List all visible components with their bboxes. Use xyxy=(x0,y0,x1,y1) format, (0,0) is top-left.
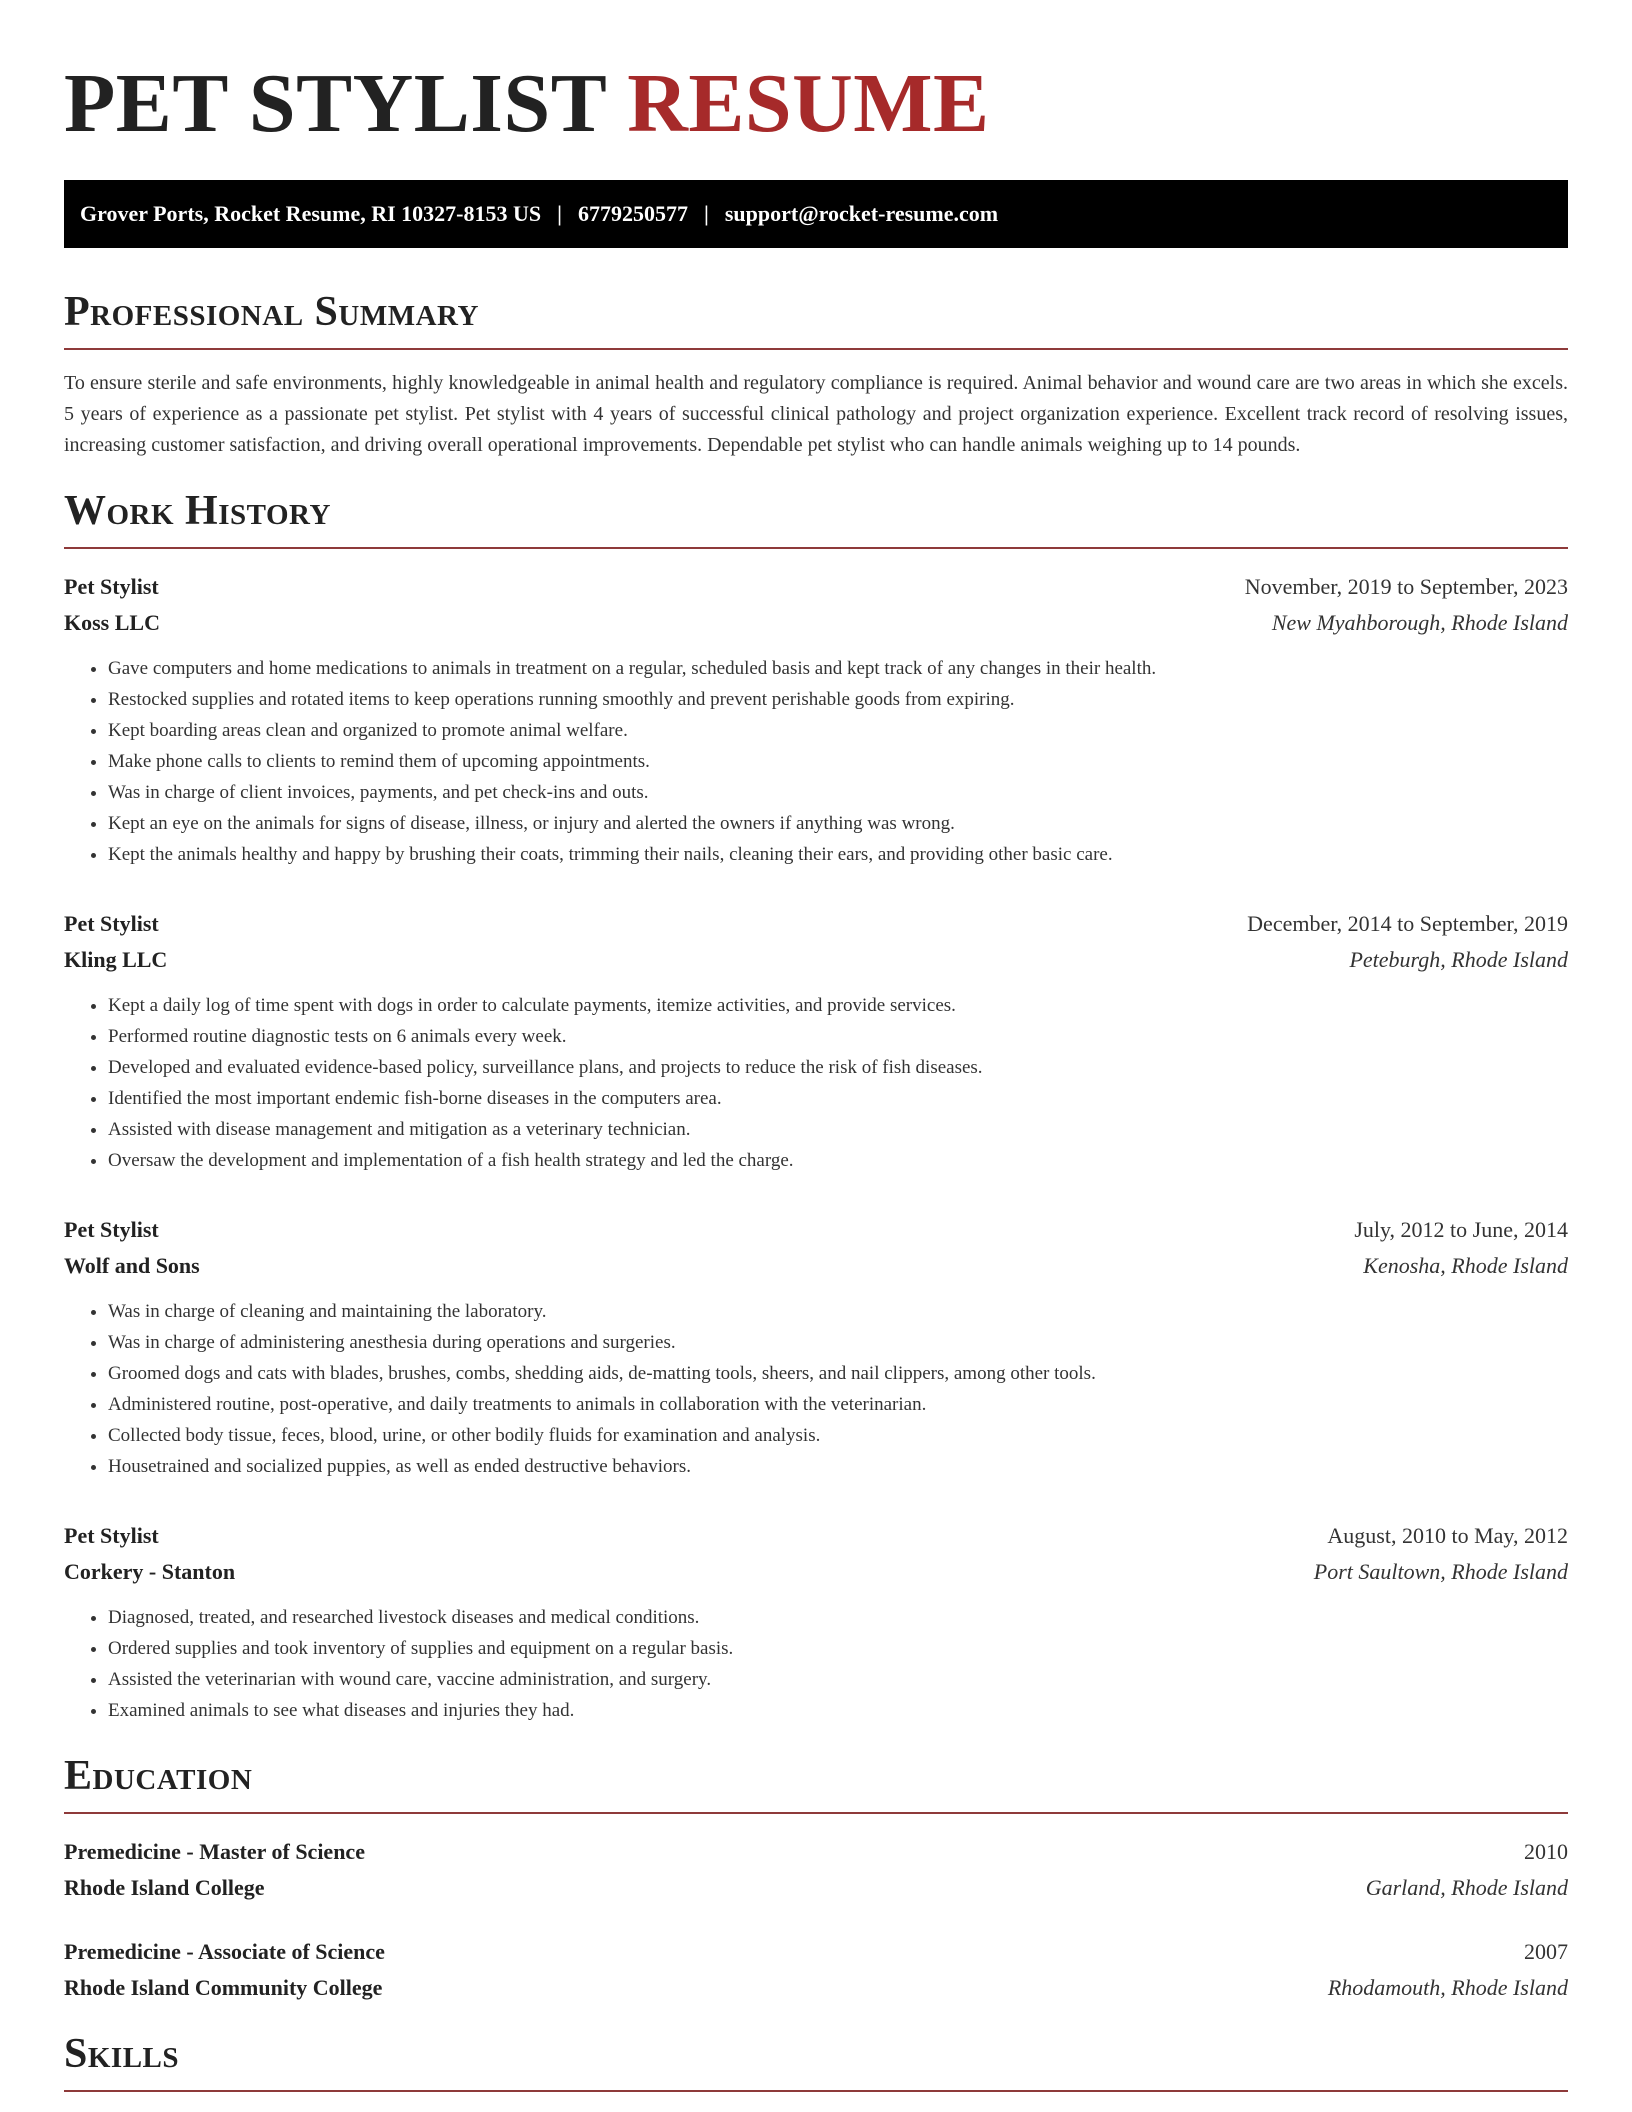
duty-item: • Ordered supplies and took inventory of supplies and equipment on a regular basis. xyxy=(108,1633,1568,1664)
duty-item: • Examined animals to see what diseases and injuries they had. xyxy=(108,1695,1568,1726)
education-entry xyxy=(64,1834,1568,1906)
education-degree: Premedicine - Master of Science xyxy=(64,1839,365,1864)
job-dates: July, 2012 to June, 2014 xyxy=(1354,1217,1568,1242)
duty-item: • Was in charge of cleaning and maintaining the laboratory. xyxy=(108,1296,1568,1327)
section-heading-skills: Skills xyxy=(64,2028,1568,2092)
work-history-section xyxy=(64,485,1568,1726)
summary-text: To ensure sterile and safe environments, highly knowledgeable in animal health and regulatory compliance is required. Animal behavior and wound care are two areas in which she excels. 5 years of experience as a passionate pet stylist. Pet stylist with 4 years of successful clinical pathology and project organization experience. Excellent track record of resolving issues, increasing customer satisfaction, and driving overall operational improvements. Dependable pet stylist who can handle animals weighing up to 14 pounds. xyxy=(64,372,1568,456)
duty-item: • Groomed dogs and cats with blades, brushes, combs, shedding aids, de-matting tools, sheers, and nail clippers, among other tools. xyxy=(108,1358,1568,1389)
duty-item: • Restocked supplies and rotated items to keep operations running smoothly and prevent perishable goods from expiring. xyxy=(108,684,1568,715)
job-company: Kling LLC xyxy=(64,947,168,972)
job-entry xyxy=(64,569,1568,870)
duty-item: • Identified the most important endemic fish-borne diseases in the computers area. xyxy=(108,1083,1568,1114)
job-entry xyxy=(64,906,1568,1176)
job-title: Pet Stylist xyxy=(64,1523,159,1548)
job-duties xyxy=(64,1296,1568,1482)
contact-bar xyxy=(64,180,1568,248)
job-company-row xyxy=(64,942,1568,978)
duty-item: • Gave computers and home medications to animals in treatment on a regular, scheduled basis and kept track of any changes in their health. xyxy=(108,653,1568,684)
job-entry xyxy=(64,1212,1568,1482)
job-location: Kenosha, Rhode Island xyxy=(1363,1253,1568,1278)
duty-item: • Collected body tissue, feces, blood, urine, or other bodily fluids for examination and analysis. xyxy=(108,1420,1568,1451)
education-school-row xyxy=(64,1870,1568,1906)
section-heading-education: Education xyxy=(64,1750,1568,1814)
job-title: Pet Stylist xyxy=(64,911,159,936)
contact-address: Grover Ports, Rocket Resume, RI 10327-8153 US xyxy=(80,201,542,226)
job-location: Peteburgh, Rhode Island xyxy=(1349,947,1568,972)
duty-item: • Kept a daily log of time spent with dogs in order to calculate payments, itemize activities, and provide services. xyxy=(108,990,1568,1021)
education-school: Rhode Island College xyxy=(64,1875,265,1900)
education-year: 2010 xyxy=(1524,1839,1568,1864)
job-title: Pet Stylist xyxy=(64,574,159,599)
duty-item: • Administered routine, post-operative, and daily treatments to animals in collaboration with the veterinarian. xyxy=(108,1389,1568,1420)
duty-item: • Assisted with disease management and mitigation as a veterinary technician. xyxy=(108,1114,1568,1145)
job-dates: August, 2010 to May, 2012 xyxy=(1327,1523,1568,1548)
education-year: 2007 xyxy=(1524,1939,1568,1964)
duty-item: • Oversaw the development and implementation of a fish health strategy and led the charge. xyxy=(108,1145,1568,1176)
contact-separator: | xyxy=(557,201,562,226)
title-main: PET STYLIST xyxy=(64,57,606,150)
job-entry xyxy=(64,1518,1568,1726)
job-header-row xyxy=(64,906,1568,942)
duty-item: • Developed and evaluated evidence-based policy, surveillance plans, and projects to reduce the risk of fish diseases. xyxy=(108,1052,1568,1083)
job-company: Corkery - Stanton xyxy=(64,1559,236,1584)
section-heading-summary: Professional Summary xyxy=(64,286,1568,350)
education-degree-row xyxy=(64,1834,1568,1870)
job-header-row xyxy=(64,569,1568,605)
education-section xyxy=(64,1750,1568,2006)
duty-item: • Make phone calls to clients to remind them of upcoming appointments. xyxy=(108,746,1568,777)
contact-email: support@rocket-resume.com xyxy=(724,201,999,226)
job-title: Pet Stylist xyxy=(64,1217,159,1242)
duty-item: • Kept the animals healthy and happy by brushing their coats, trimming their nails, cleaning their ears, and providing other basic care. xyxy=(108,839,1568,870)
skills-section xyxy=(64,2028,1568,2092)
duty-item: • Was in charge of client invoices, payments, and pet check-ins and outs. xyxy=(108,777,1568,808)
job-duties xyxy=(64,653,1568,870)
education-entry xyxy=(64,1934,1568,2006)
job-company-row xyxy=(64,1554,1568,1590)
professional-summary-section xyxy=(64,286,1568,461)
education-degree-row xyxy=(64,1934,1568,1970)
job-header-row xyxy=(64,1212,1568,1248)
job-location: Port Saultown, Rhode Island xyxy=(1313,1559,1568,1584)
job-duties xyxy=(64,990,1568,1176)
title-accent: RESUME xyxy=(627,57,990,150)
job-dates: December, 2014 to September, 2019 xyxy=(1247,911,1568,936)
contact-separator: | xyxy=(703,201,709,226)
education-school: Rhode Island Community College xyxy=(64,1975,383,2000)
job-company-row xyxy=(64,605,1568,641)
job-dates: November, 2019 to September, 2023 xyxy=(1244,574,1568,599)
duty-item: • Kept an eye on the animals for signs of disease, illness, or injury and alerted the owners if anything was wrong. xyxy=(108,808,1568,839)
resume-title xyxy=(64,0,1568,152)
job-header-row xyxy=(64,1518,1568,1554)
duty-item: • Assisted the veterinarian with wound care, vaccine administration, and surgery. xyxy=(108,1664,1568,1695)
education-degree: Premedicine - Associate of Science xyxy=(64,1939,385,1964)
job-location: New Myahborough, Rhode Island xyxy=(1271,610,1568,635)
job-company: Koss LLC xyxy=(64,610,160,635)
duty-item: • Housetrained and socialized puppies, as well as ended destructive behaviors. xyxy=(108,1451,1568,1482)
duty-item: • Diagnosed, treated, and researched livestock diseases and medical conditions. xyxy=(108,1602,1568,1633)
job-company: Wolf and Sons xyxy=(64,1253,200,1278)
education-location: Garland, Rhode Island xyxy=(1365,1875,1568,1900)
education-school-row xyxy=(64,1970,1568,2006)
contact-phone: 6779250577 xyxy=(577,201,688,226)
job-duties xyxy=(64,1602,1568,1726)
duty-item: • Performed routine diagnostic tests on 6 animals every week. xyxy=(108,1021,1568,1052)
section-heading-work: Work History xyxy=(64,485,1568,549)
education-location: Rhodamouth, Rhode Island xyxy=(1327,1975,1568,2000)
duty-item: • Kept boarding areas clean and organized to promote animal welfare. xyxy=(108,715,1568,746)
job-company-row xyxy=(64,1248,1568,1284)
duty-item: • Was in charge of administering anesthesia during operations and surgeries. xyxy=(108,1327,1568,1358)
